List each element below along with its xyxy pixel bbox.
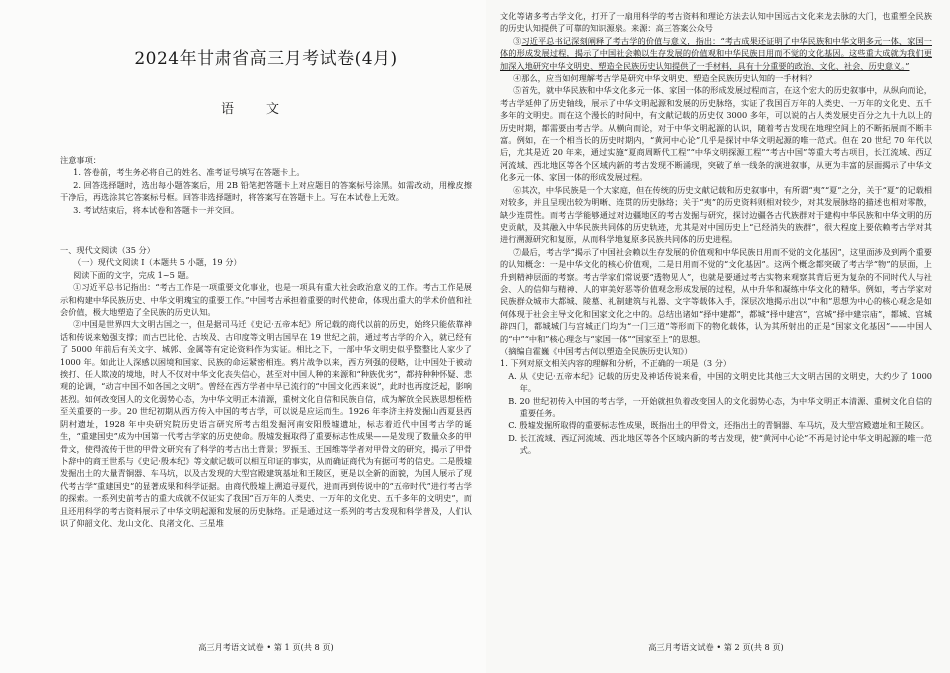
reading-instruction: 阅读下面的文字，完成 1~5 题。 [73, 269, 194, 280]
subject-heading: 语文 [220, 102, 311, 117]
underlined-quote: 习近平总书记深刻阐释了考古学的价值与意义，指出：“考古成果还证明了中华民族和中华文明多元一体、家国一体的形成发展过程，揭示了中国社会赖以生存发展的价值观和中华民族日用而不觉的文化基因。这些重大成就为我们更加深入地研究中华文明史、塑造全民族历史认知提供了一手材料，具有十分重要的政治、文化、社会、历史意义。” [500, 35, 932, 71]
notes-heading: 注意事项： [60, 155, 101, 165]
question-1-option-b: B. 20 世纪初传入中国的考古学，一开始就担负着改变国人的文化弱势心态，为中华文明正本清源、重树文化自信的重要任务。 [508, 395, 932, 418]
notes-item: 2. 回答选择题时，选出每小题答案后，用 2B 铅笔把答题卡上对应题目的答案标号涂黑。如需改动，用橡皮擦干净后，再选涂其它答案标号框。回答非选择题时，将答案写在答题卡上。写在本试卷上无效。 [60, 179, 472, 203]
notes-item: 1. 答卷前，考生务必将自己的姓名、准考证号填写在答题卡上。 [73, 167, 305, 178]
paragraph-7: ⑦最后，考古学“揭示了中国社会赖以生存发展的价值观和中华民族日用而不觉的文化基因”，这里面涉及到两个重要的认知概念：一是中华文化的核心价值观，二是日用而不觉的“文化基因”。这两个概念都突破了考古学“物”的层面，上升到精神层面的考察。考古学家们常说要“透物见人”，也就是要通过考古实物来观察其背后更为复杂的不同时代人与社会、人的信仰与精神、人的审美好恶等价值观念形成发展的过程，从中升华和凝练中华文化的精华。例如，考古学家对民族群众城市大都城、陵墓、礼制建筑与礼器、文字等载体入手，深层次地揭示出以“中和”思想为中心的核心观念是如何体现于社会主导文化和国家文化之中的。总结出诸如“择中建都”，都城“择中建宫”，宫城“择中建宗庙”，都城、宫城辟四门，都城城门与宫城正门均为“一门三道”等形而下的物化载体，认为其所射出的正是“国家文化基因”——中国人的“中”“中和”核心理念与“家国一体”“国家至上”的思想。 [500, 246, 932, 344]
question-1-option-d: D. 长江流域、西辽河流域、西北地区等各个区域内新的考古发现，使“黄河中心论”不再是讨论中华文明起源的唯一范式。 [508, 432, 932, 456]
exam-notes [60, 154, 472, 216]
paragraph-1: ①习近平总书记指出：“考古工作是一项重要文化事业，也是一项具有重大社会政治意义的工作。考古工作是展示和构建中华民族历史、中华文明瑰宝的重要工作。”中国考古承担着重要的时代使命，体现出重大的学术价值和社会价值，极大地塑造了全民族的历史认知。 [60, 282, 472, 318]
subsection-heading: （一）现代文阅读 I（本题共 5 小题，19 分） [73, 257, 242, 268]
left-page-footer: 高三月考语文试卷 • 第 1 页(共 8 页) [198, 642, 334, 652]
paragraph-2-continued: 文化等诸多考古学文化，打开了一扇用科学的考古资料和理论方法去认知中国远古文化来龙去脉的大门，也重塑全民族的历史认知提供了可靠的知识源泉。来源：高三答案公众号 [500, 11, 932, 34]
paragraph-6: ⑥其次，中华民族是一个大家庭，但在传统的历史文献记载和历史叙事中，有所谓“夷”“夏”之分，关于“夏”的记载相对较多，并且呈现出较为明晰、连贯的历史脉络；关于“夷”的历史资料则相对较少，对其发展脉络的描述也相对零散，缺少连贯性。而考古学能够通过对边疆地区的考古发掘与研究，探讨边疆各古代族群对于建构中华民族和中华文明的历史贡献，及其融入中华民族共同体的历史轨迹，尤其是对中国历史上“已经消失的族群”，很大程度上要依赖考古学对其进行溯源研究和复原，从而科学地复原多民族共同体的历史进程。 [500, 184, 932, 245]
reading-left-column [60, 244, 472, 529]
notes-item: 3. 考试结束后，将本试卷和答题卡一并交回。 [73, 204, 240, 215]
section-heading: 一、现代文阅读（35 分） [60, 245, 155, 255]
question-1-stem: 1. 下列对原文相关内容的理解和分析，不正确的一项是（3 分） [500, 358, 732, 369]
exam-title: 2024年甘肃省高三月考试卷(4月) [134, 49, 398, 69]
paragraph-5: ⑤首先，就中华民族和中华文化多元一体、家国一体的形成发展过程而言，在这个宏大的历史叙事中，从纵向而论，考古学延伸了历史轴线，展示了中华文明起源和发展的历史脉络，实证了我国百万年的人类史、一万年的文化史、五千多年的文明史。而在这个漫长的时间中，有文献记载的历史仅 3000 多年，可以说的占人类发展史百分之九十九以上的历史时期，都需要由考古学。从横向而论，对于中华文明起源的认识，随着考古发现在地理空间上的不断拓展而不断丰富。例如，在一个相当长的历史时期内，“黄河中心论”几乎是探讨中华文明起源的唯一范式。但在 20 世纪 70 年代以后，尤其是近 20 年来，通过实施“夏商周断代工程”“中华文明探源工程”“考古中国”等重大考古项目，长江流域、西辽河流域、西北地区等各个区域内新的考古发现不断涌现，突破了单一线条的演进叙事，从更为丰富的层面揭示了中华文化多元一体、家国一体的形成发展过程。 [500, 85, 932, 183]
source-citation: （摘编自霍巍《中国考古何以塑造全民族历史认知》） [500, 345, 693, 356]
reading-right-column [500, 10, 932, 457]
paragraph-2: ②中国是世界四大文明古国之一，但是据司马迁《史记·五帝本纪》所记载的商代以前的历史，始终只能依靠神话和传说来勉强支撑；而古巴比伦、古埃及、古印度等文明古国早在 19 世纪之前，通过考古学的介入，就已经有了 5000 年前后有关文字、城郭、金属等有定论资料作为实证。相比之下，一部中华文明史似乎整整比人家少了 1000 年。如此让人深感以困境和国家、民族的命运紧密相连。鸦片战争以来，西方列强的侵略，让中国处于被动挨打、任人欺凌的境地，时人不仅对中华文化丧失信心，甚至对中国人种的来源和“种族优劣”，都持种种怀疑、悲观的论调，“动言中国不如各国之文明”。曾经在西方学者中早已流行的“中国文化西来说”，此时也再度泛起，影响甚烈。如何改变国人的文化弱势心态，为中华文明正本清源，重树文化自信和民族自信，成为解放全民族思想桎梏至关重要的一步。20 世纪初期从西方传入中国的考古学，可以说是应运而生。1926 年李济主持发掘山西夏县西阴村遗址，1928 年中央研究院历史语言研究所考古组发掘河南安阳殷墟遗址，标志着近代中国考古学的诞生，“重建国史”成为中国第一代考古学家的历史使命。殷墟发掘取得了重要标志性成果——是发现了数量众多的甲骨文，使得流传于世的甲骨文研究有了科学的考古出土背景；罗振玉、王国维等学者对甲骨文的研究，揭示了甲骨卜辞中的商王世系与《史记·殷本纪》等文献记载可以相互印证的事实，从而确证商代为有据可考的信史。二是殷墟发掘出土的大量青铜器、车马坑，以及古发现的大型宫殿建筑基址和王陵区，更是以全新的面貌，为国人展示了现代考古学“重建国史”的显著成果和科学证据。由商代殷墟上溯追寻夏代，进而再到传说中的“五帝时代”进行考古学的探索。一系列史前考古的重大成就不仅证实了我国“百万年的人类史、一万年的文化史、五千多年的文明史”，而且还用科学的考古资料展示了中华文明起源和发展的历史脉络。正是通过这一系列的考古发现和科学普及，人们认识了仰韶文化、龙山文化、良渚文化、三星堆 [60, 319, 472, 528]
question-1-option-c: C. 殷墟发掘所取得的重要标志性成果，既指出土的甲骨文，还指出土的青铜器、车马坑，及大型宫殿遗址和王陵区。 [508, 420, 929, 431]
paragraph-4: ④那么，应当如何理解考古学是研究中华文明史、塑造全民族历史认知的一手材料？ [513, 73, 817, 84]
paragraph-3-number: ③ [513, 35, 522, 46]
question-1-option-a: A. 从《史记·五帝本纪》记载的历史及神话传说来看，中国的文明史比其他三大文明古国的文明史，大约少了 1000 年。 [508, 370, 932, 394]
paragraph-3 [500, 35, 932, 72]
right-page-footer: 高三月考语文试卷 • 第 2 页(共 8 页) [648, 642, 784, 652]
